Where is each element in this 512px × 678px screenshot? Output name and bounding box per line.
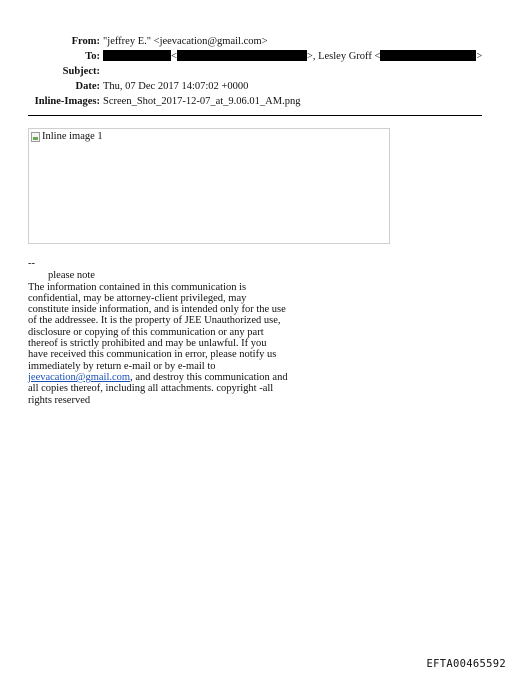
notice-text-pre: The information contained in this communication is confidential, may be attorney-client privileged, may constitute inside information, and is intended only for the use of the addressee. It is the property of JEE Unauthorized use, disclosure or copying of this communication or any part thereof is strictly prohibited and may be unlawful. If you have received this communication in error, please notify us immediately by return e-mail or by e-mail to [28,281,286,372]
document-id: EFTA00465592 [426,658,506,670]
redaction-block [103,50,171,61]
email-link[interactable]: jeevacation@gmail.com [28,371,131,383]
redaction-block [380,50,476,61]
broken-image-icon [31,132,40,142]
inline-images-row [0,94,512,109]
subject-row [0,64,512,79]
inline-image-frame[interactable] [28,128,390,244]
to-separator: >, Lesley Groff < [306,51,381,62]
from-row [0,34,512,49]
inline-images-label: Inline-Images: [34,96,100,107]
to-close-bracket: > [476,51,483,62]
inline-image-alt: Inline image 1 [42,131,103,142]
date-label: Date: [75,81,100,92]
inline-image-placeholder [31,131,103,142]
date-row [0,79,512,94]
signature-dash: -- [28,258,35,269]
notice-text-post: , and destroy this communication and all copies thereof, including all attachments. copyright -all rights reserved [28,371,288,406]
signature-note: please note [48,270,95,282]
from-label: From: [71,36,100,47]
from-value: "jeffrey E." <jeevacation@gmail.com> [103,36,268,47]
redaction-block [177,50,307,61]
to-row [0,49,512,64]
to-value [103,49,482,64]
date-value: Thu, 07 Dec 2017 14:07:02 +0000 [103,81,249,92]
header-divider [28,115,482,116]
confidentiality-notice [28,282,288,406]
to-open-bracket: < [171,51,177,62]
subject-label: Subject: [62,66,100,77]
to-label: To: [85,51,100,62]
email-header [0,34,512,109]
inline-images-value: Screen_Shot_2017-12-07_at_9.06.01_AM.png [103,96,301,107]
signature-block [28,258,288,406]
